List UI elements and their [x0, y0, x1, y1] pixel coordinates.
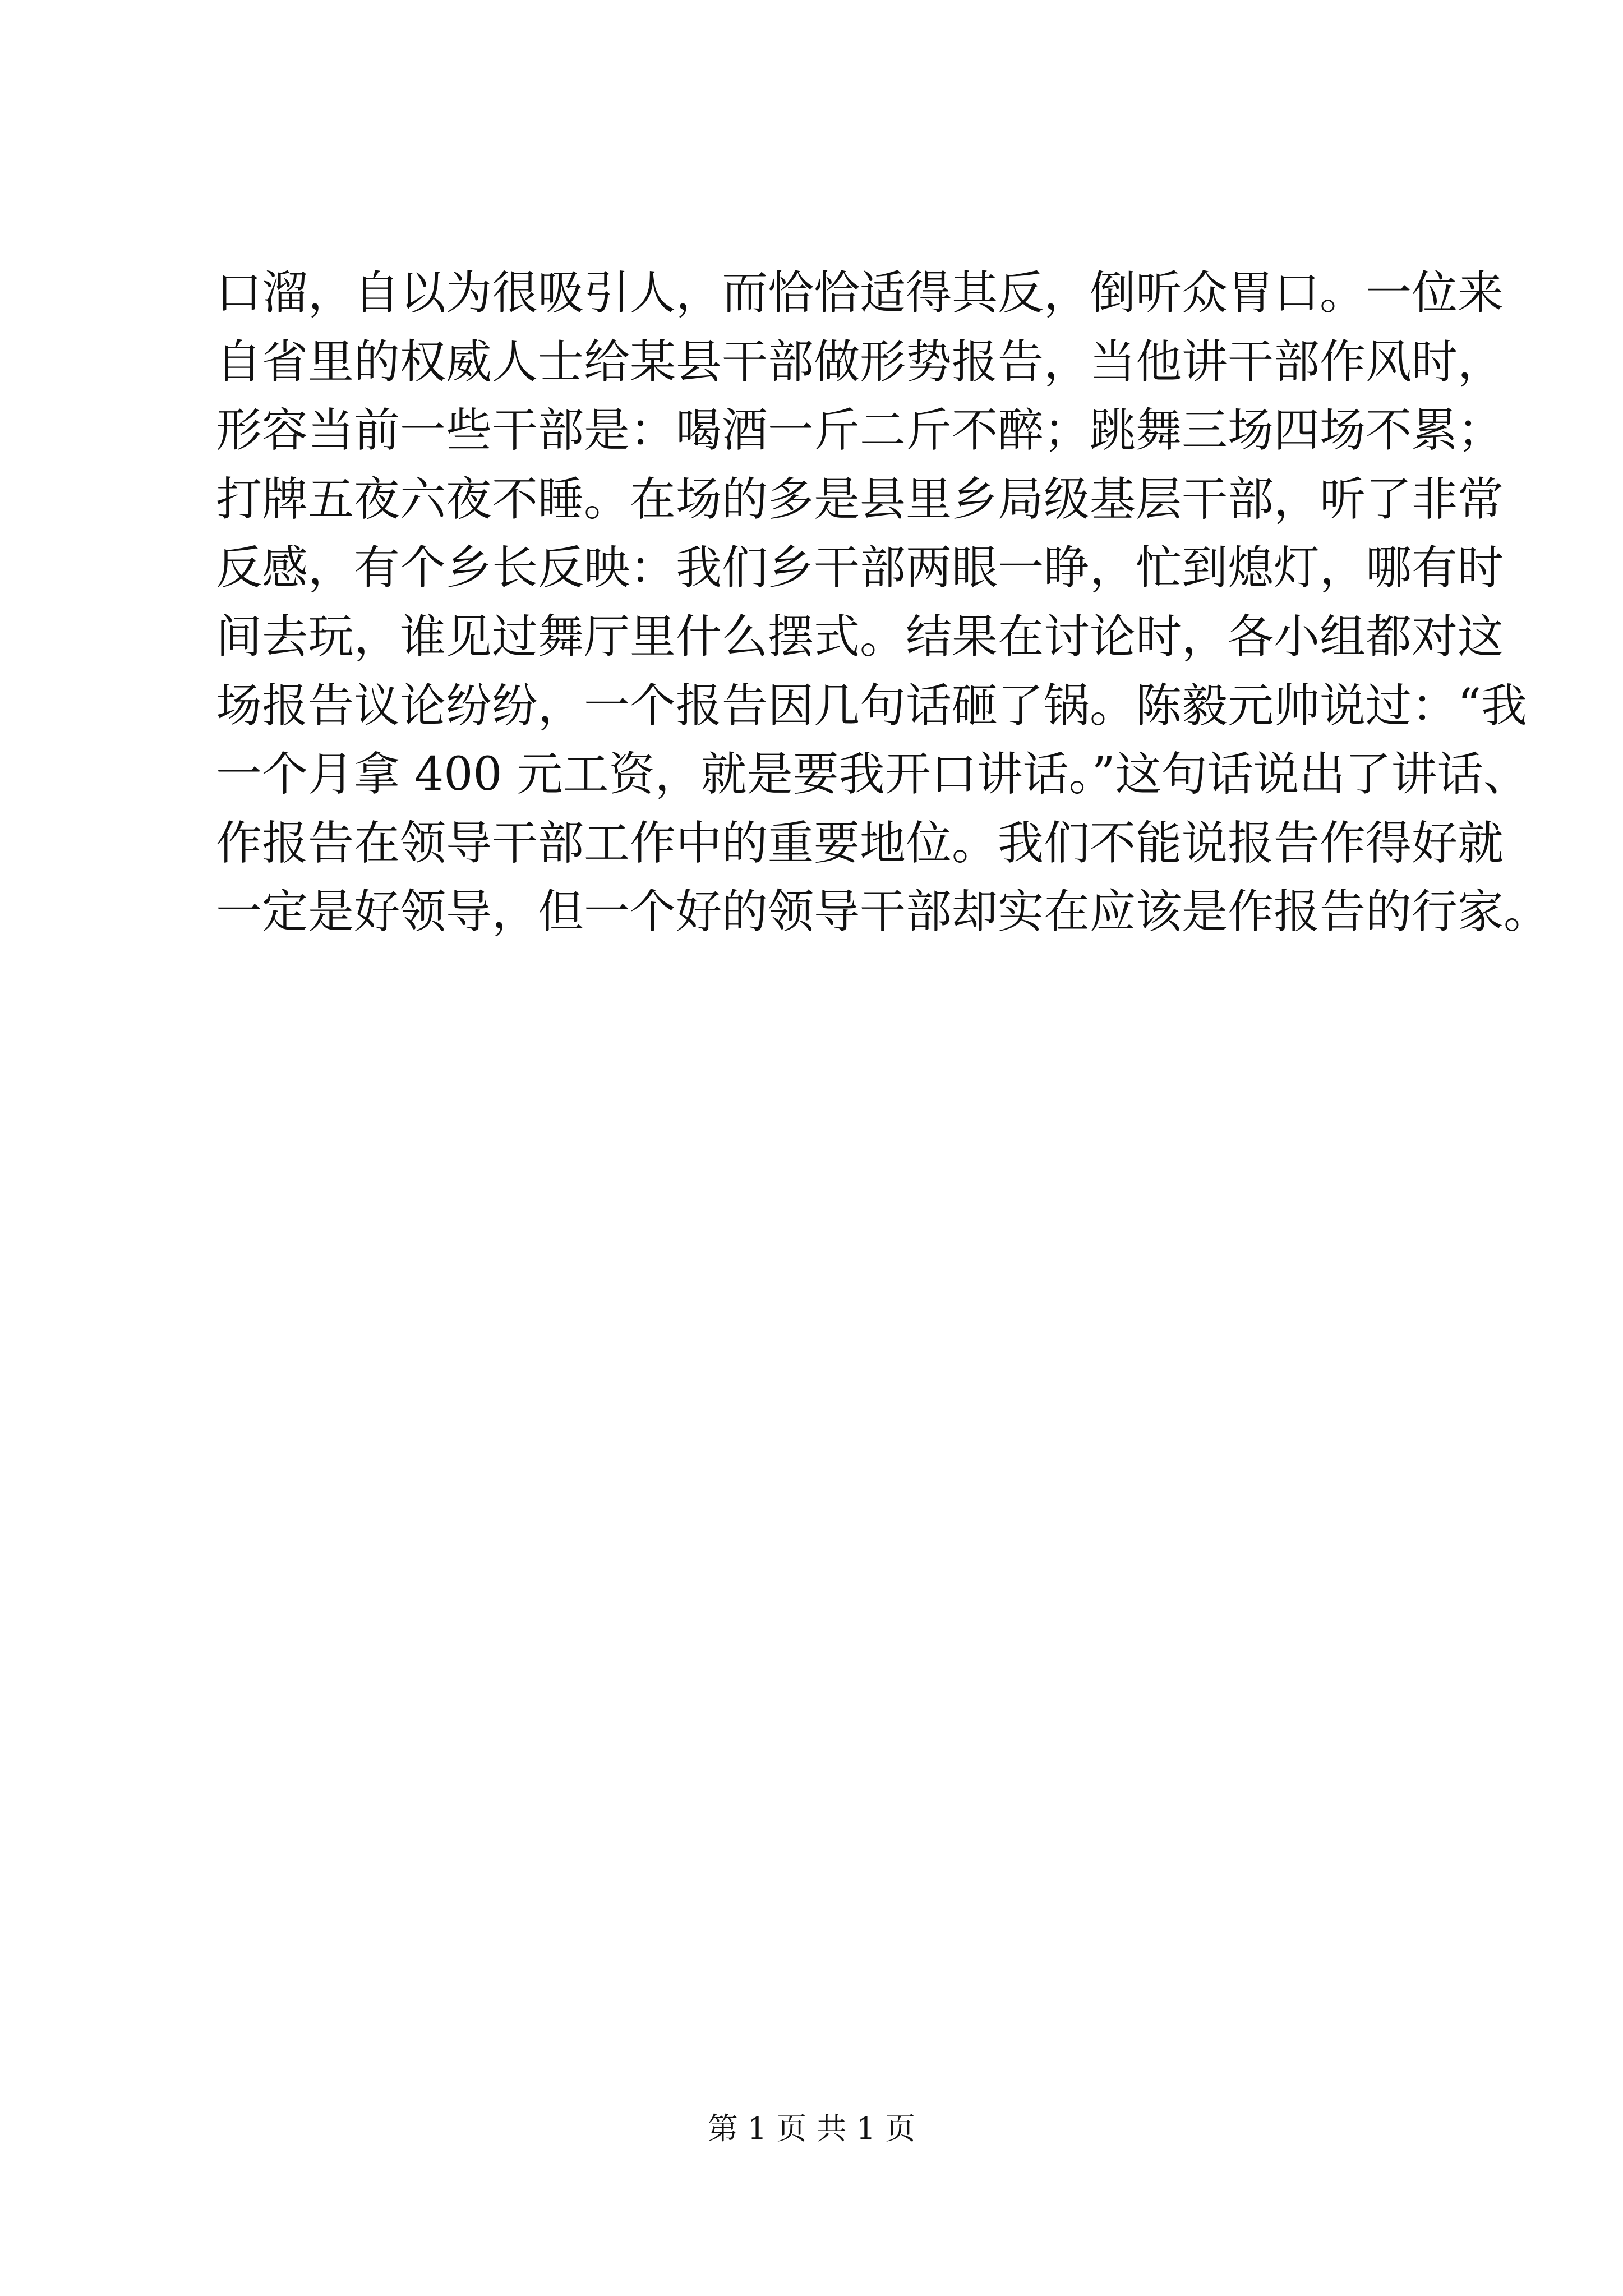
body-line: 间去玩，谁见过舞厅里什么摆式。结果在讨论时，各小组都对这: [216, 610, 1504, 664]
body-line: 场报告议论纷纷，一个报告因几句话砸了锅。陈毅元帅说过：“我: [216, 679, 1527, 733]
body-line: 自省里的权威人士给某县干部做形势报告，当他讲干部作风时，: [216, 335, 1504, 389]
body-line: 反感，有个乡长反映：我们乡干部两眼一睁，忙到熄灯，哪有时: [216, 541, 1504, 595]
page-footer: 第 1 页 共 1 页: [707, 2111, 916, 2146]
body-line: 口溜，自以为很吸引人，而恰恰适得其反，倒听众胃口。一位来: [216, 266, 1504, 320]
body-line: 形容当前一些干部是：喝酒一斤二斤不醉；跳舞三场四场不累；: [216, 404, 1504, 458]
body-line: 打牌五夜六夜不睡。在场的多是县里乡局级基层干部，听了非常: [216, 472, 1504, 526]
body-line: 一定是好领导，但一个好的领导干部却实在应该是作报告的行家。: [216, 885, 1550, 939]
body-line: 一个月拿 400 元工资，就是要我开口讲话。”这句话说出了讲话、: [216, 748, 1529, 802]
body-paragraph: [216, 259, 1550, 947]
body-line: 作报告在领导干部工作中的重要地位。我们不能说报告作得好就: [216, 816, 1504, 870]
